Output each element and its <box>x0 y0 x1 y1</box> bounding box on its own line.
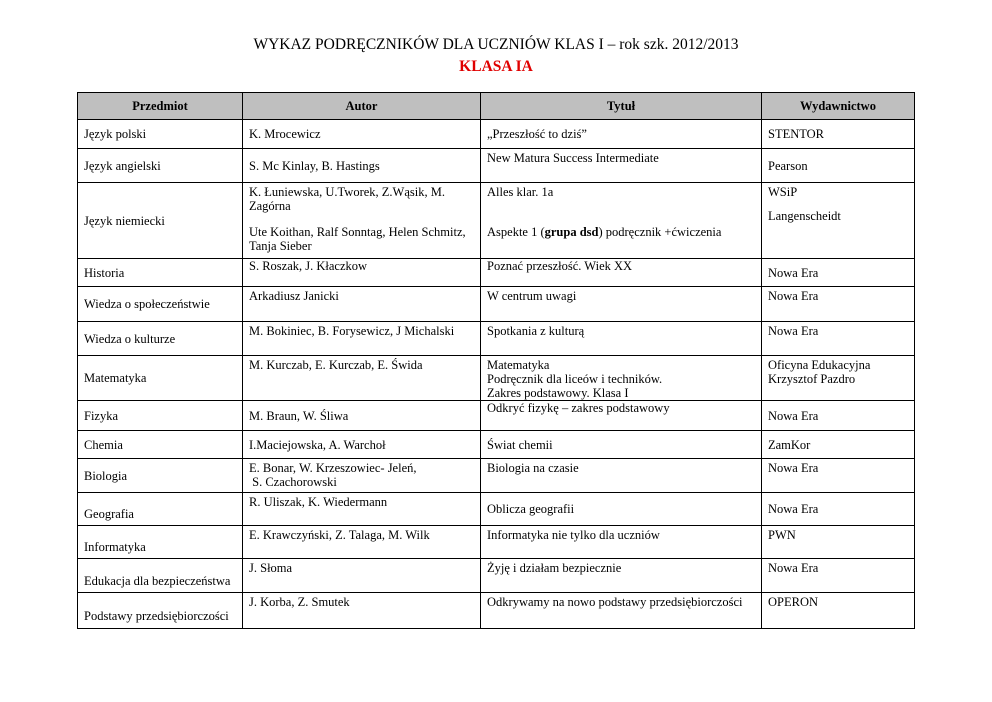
title-cell: Odkryć fizykę – zakres podstawowy <box>481 401 762 431</box>
title-cell: Odkrywamy na nowo podstawy przedsiębiorczości <box>481 593 762 629</box>
publisher-cell: PWN <box>762 526 915 559</box>
title-cell: Informatyka nie tylko dla uczniów <box>481 526 762 559</box>
title-cell: Oblicza geografii <box>481 493 762 526</box>
subject-cell: Język angielski <box>78 149 243 183</box>
title-cell <box>481 183 762 259</box>
document-title: WYKAZ PODRĘCZNIKÓW DLA UCZNIÓW KLAS I – rok szk. 2012/2013 <box>253 36 739 53</box>
author-line: Ute Koithan, Ralf Sonntag, Helen Schmitz, Tanja Sieber <box>249 225 466 253</box>
publisher-cell: Nowa Era <box>762 559 915 593</box>
subject-cell: Podstawy przedsiębiorczości <box>78 593 243 629</box>
subject-cell: Wiedza o społeczeństwie <box>78 287 243 322</box>
subject-cell: Geografia <box>78 493 243 526</box>
author-cell <box>243 183 481 259</box>
author-cell: M. Bokiniec, B. Forysewicz, J Michalski <box>243 322 481 356</box>
subject-cell: Informatyka <box>78 526 243 559</box>
subject-cell: Matematyka <box>78 356 243 401</box>
header-subject: Przedmiot <box>78 93 243 120</box>
title-bold-text: grupa dsd <box>544 225 599 239</box>
publisher-cell: Nowa Era <box>762 287 915 322</box>
publisher-cell <box>762 356 915 401</box>
title-line: Zakres podstawowy. Klasa I <box>487 386 629 400</box>
author-cell: I.Maciejowska, A. Warchoł <box>243 431 481 459</box>
publisher-cell: Pearson <box>762 149 915 183</box>
publisher-cell: Nowa Era <box>762 493 915 526</box>
author-line: S. Czachorowski <box>249 475 337 489</box>
author-cell: E. Krawczyński, Z. Talaga, M. Wilk <box>243 526 481 559</box>
author-cell: K. Mrocewicz <box>243 120 481 149</box>
author-cell: J. Korba, Z. Smutek <box>243 593 481 629</box>
publisher-line: Oficyna Edukacyjna <box>768 358 871 372</box>
subject-cell: Historia <box>78 259 243 287</box>
title-cell: „Przeszłość to dziś” <box>481 120 762 149</box>
table-row <box>78 431 915 459</box>
publisher-cell: Nowa Era <box>762 322 915 356</box>
subject-cell: Język polski <box>78 120 243 149</box>
title-line: Matematyka <box>487 358 550 372</box>
table-row <box>78 493 915 526</box>
header-author: Autor <box>243 93 481 120</box>
title-line: Podręcznik dla liceów i techników. <box>487 372 663 386</box>
table-row <box>78 593 915 629</box>
title-line: Alles klar. 1a <box>487 185 554 199</box>
subject-cell: Fizyka <box>78 401 243 431</box>
publisher-cell: STENTOR <box>762 120 915 149</box>
table-row <box>78 322 915 356</box>
class-subtitle: KLASA IA <box>459 58 533 75</box>
subject-cell: Edukacja dla bezpieczeństwa <box>78 559 243 593</box>
author-cell: Arkadiusz Janicki <box>243 287 481 322</box>
author-cell: J. Słoma <box>243 559 481 593</box>
publisher-cell: Nowa Era <box>762 259 915 287</box>
header-title: Tytuł <box>481 93 762 120</box>
title-text: ) podręcznik +ćwiczenia <box>598 225 722 239</box>
header-publisher: Wydawnictwo <box>762 93 915 120</box>
author-cell: M. Braun, W. Śliwa <box>243 401 481 431</box>
author-line: K. Łuniewska, U.Tworek, Z.Wąsik, M. Zagórna <box>249 185 445 213</box>
author-line: E. Bonar, W. Krzeszowiec- Jeleń, <box>249 461 417 475</box>
table-row <box>78 287 915 322</box>
table-row <box>78 401 915 431</box>
title-cell: W centrum uwagi <box>481 287 762 322</box>
author-cell: R. Uliszak, K. Wiedermann <box>243 493 481 526</box>
author-cell: S. Roszak, J. Kłaczkow <box>243 259 481 287</box>
table-header-row <box>78 93 915 120</box>
table-row <box>78 259 915 287</box>
subject-cell: Biologia <box>78 459 243 493</box>
subject-cell: Chemia <box>78 431 243 459</box>
publisher-cell: Nowa Era <box>762 401 915 431</box>
table-row <box>78 356 915 401</box>
title-line <box>487 225 721 239</box>
title-cell: Żyję i działam bezpiecznie <box>481 559 762 593</box>
textbook-table <box>77 92 915 629</box>
table-row <box>78 526 915 559</box>
publisher-cell <box>762 183 915 259</box>
subject-cell: Język niemiecki <box>78 183 243 259</box>
title-cell: Świat chemii <box>481 431 762 459</box>
author-cell: M. Kurczab, E. Kurczab, E. Świda <box>243 356 481 401</box>
title-cell: Poznać przeszłość. Wiek XX <box>481 259 762 287</box>
table-row <box>78 120 915 149</box>
publisher-line: Langenscheidt <box>768 209 841 223</box>
title-cell: New Matura Success Intermediate <box>481 149 762 183</box>
title-text: Aspekte 1 ( <box>487 225 545 239</box>
title-cell <box>481 356 762 401</box>
table-row <box>78 149 915 183</box>
subject-cell: Wiedza o kulturze <box>78 322 243 356</box>
author-cell <box>243 459 481 493</box>
table-row <box>78 183 915 259</box>
table-row <box>78 459 915 493</box>
publisher-line: WSiP <box>768 185 798 199</box>
author-cell: S. Mc Kinlay, B. Hastings <box>243 149 481 183</box>
title-cell: Biologia na czasie <box>481 459 762 493</box>
publisher-cell: ZamKor <box>762 431 915 459</box>
title-cell: Spotkania z kulturą <box>481 322 762 356</box>
table-row <box>78 559 915 593</box>
publisher-line: Krzysztof Pazdro <box>768 372 856 386</box>
publisher-cell: OPERON <box>762 593 915 629</box>
publisher-cell: Nowa Era <box>762 459 915 493</box>
